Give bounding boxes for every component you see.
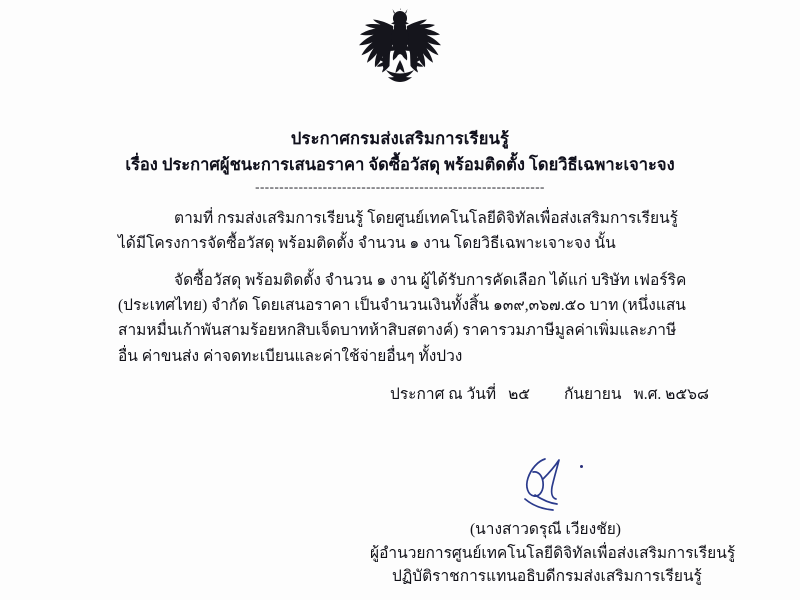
- signer-role-line-2: ปฏิบัติราชการแทนอธิบดีกรมส่งเสริมการเรียนรู้: [392, 568, 702, 586]
- body-paragraph-1: ตามที่ กรมส่งเสริมการเรียนรู้ โดยศูนย์เทคโนโลยีดิจิทัลเพื่อส่งเสริมการเรียนรู้ ได้มีโครงการจัดซื้อวัสดุ พร้อมติดตั้ง จำนวน ๑ งาน โดยวิธีเฉพาะเจาะจง นั้น: [118, 210, 679, 253]
- signer-role-line-1: ผู้อำนวยการศูนย์เทคโนโลยีดิจิทัลเพื่อส่งเสริมการเรียนรู้: [370, 544, 736, 562]
- document-body: [118, 206, 688, 383]
- document-subject: เรื่อง ประกาศผู้ชนะการเสนอราคา จัดซื้อวัสดุ พร้อมติดตั้ง โดยวิธีเฉพาะเจาะจง: [125, 154, 675, 174]
- signature-mark: [400, 455, 730, 525]
- header-divider: ------------------------------------------------------------: [255, 179, 545, 195]
- document-header: [0, 126, 800, 195]
- announcement-date-month: กันยายน: [564, 386, 622, 403]
- signer-block: [330, 518, 800, 589]
- signature-dot: [580, 465, 583, 468]
- announcement-date-year: พ.ศ. ๒๕๖๘: [633, 386, 709, 403]
- signer-name: (นางสาวดรุณี เวียงชัย): [470, 521, 621, 538]
- announcement-date-day: ๒๕: [508, 386, 531, 403]
- announcement-date-prefix: ประกาศ ณ วันที่: [390, 386, 497, 403]
- page-title: ประกาศกรมส่งเสริมการเรียนรู้: [290, 129, 510, 148]
- garuda-emblem: [0, 8, 800, 118]
- announcement-date: [390, 381, 720, 406]
- body-paragraph-2: จัดซื้อวัสดุ พร้อมติดตั้ง จำนวน ๑ งาน ผู้ได้รับการคัดเลือก ได้แก่ บริษัท เฟอร์ริค (ประเทศไทย) จำกัด โดยเสนอราคา เป็นจำนวนเงินทั้งสิ้น ๑๓๙,๓๖๗.๕๐ บาท (หนึ่งแสนสามหมื่นเก้าพันสามร้อยหกสิบเจ็ดบาทห้าสิบสตางค์) ราคารวมภาษีมูลค่าเพิ่มและภาษีอื่น ค่าขนส่ง ค่าจดทะเบียนและค่าใช้จ่ายอื่นๆ ทั้งปวง: [118, 272, 687, 365]
